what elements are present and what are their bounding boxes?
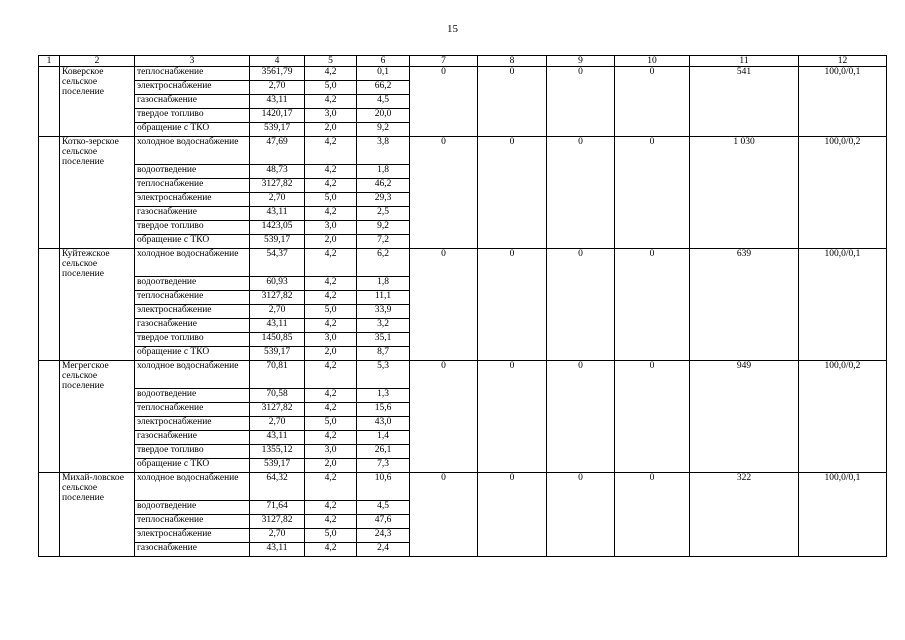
- value-col8-cell: 0: [478, 67, 547, 137]
- value-col4-cell: 539,17: [250, 459, 305, 473]
- service-name-cell: твердое топливо: [135, 109, 250, 123]
- service-name-cell: холодное водоснабжение: [135, 473, 250, 501]
- column-header: 2: [60, 56, 135, 67]
- value-col7-cell: 0: [410, 473, 478, 557]
- service-name-cell: теплоснабжение: [135, 515, 250, 529]
- value-col11-cell: 541: [690, 67, 799, 137]
- value-col5-cell: 5,0: [305, 417, 357, 431]
- value-col6-cell: 46,2: [357, 179, 410, 193]
- table-row: [39, 249, 887, 277]
- value-col4-cell: 1420,17: [250, 109, 305, 123]
- row-number-cell: [39, 361, 60, 473]
- tariff-table: [38, 55, 887, 557]
- value-col4-cell: 2,70: [250, 81, 305, 95]
- value-col8-cell: 0: [478, 249, 547, 361]
- value-col4-cell: 1355,12: [250, 445, 305, 459]
- service-name-cell: водоотведение: [135, 389, 250, 403]
- service-name-cell: газоснабжение: [135, 319, 250, 333]
- value-col6-cell: 0,1: [357, 67, 410, 81]
- service-name-cell: водоотведение: [135, 501, 250, 515]
- value-col11-cell: 322: [690, 473, 799, 557]
- value-col8-cell: 0: [478, 137, 547, 249]
- value-col4-cell: 3127,82: [250, 403, 305, 417]
- service-name-cell: твердое топливо: [135, 221, 250, 235]
- value-col10-cell: 0: [615, 473, 690, 557]
- value-col8-cell: 0: [478, 473, 547, 557]
- column-header: 3: [135, 56, 250, 67]
- column-header: 12: [799, 56, 887, 67]
- value-col12-cell: 100,0/0,1: [799, 67, 887, 137]
- value-col7-cell: 0: [410, 137, 478, 249]
- value-col6-cell: 3,8: [357, 137, 410, 165]
- value-col6-cell: 29,3: [357, 193, 410, 207]
- service-name-cell: твердое топливо: [135, 333, 250, 347]
- value-col6-cell: 2,5: [357, 207, 410, 221]
- value-col6-cell: 1,8: [357, 277, 410, 291]
- service-name-cell: обращение с ТКО: [135, 123, 250, 137]
- value-col5-cell: 4,2: [305, 207, 357, 221]
- value-col6-cell: 26,1: [357, 445, 410, 459]
- value-col10-cell: 0: [615, 67, 690, 137]
- value-col4-cell: 60,93: [250, 277, 305, 291]
- value-col6-cell: 43,0: [357, 417, 410, 431]
- service-name-cell: твердое топливо: [135, 445, 250, 459]
- value-col11-cell: 639: [690, 249, 799, 361]
- value-col4-cell: 64,32: [250, 473, 305, 501]
- service-name-cell: электроснабжение: [135, 529, 250, 543]
- value-col4-cell: 54,37: [250, 249, 305, 277]
- value-col9-cell: 0: [547, 473, 615, 557]
- value-col6-cell: 33,9: [357, 305, 410, 319]
- value-col5-cell: 5,0: [305, 529, 357, 543]
- value-col6-cell: 66,2: [357, 81, 410, 95]
- value-col5-cell: 4,2: [305, 165, 357, 179]
- value-col6-cell: 11,1: [357, 291, 410, 305]
- value-col4-cell: 43,11: [250, 543, 305, 557]
- value-col10-cell: 0: [615, 137, 690, 249]
- value-col4-cell: 539,17: [250, 123, 305, 137]
- value-col5-cell: 4,2: [305, 473, 357, 501]
- value-col4-cell: 3127,82: [250, 291, 305, 305]
- value-col10-cell: 0: [615, 361, 690, 473]
- value-col5-cell: 4,2: [305, 403, 357, 417]
- value-col4-cell: 3127,82: [250, 515, 305, 529]
- value-col6-cell: 9,2: [357, 123, 410, 137]
- value-col11-cell: 1 030: [690, 137, 799, 249]
- value-col9-cell: 0: [547, 67, 615, 137]
- value-col6-cell: 2,4: [357, 543, 410, 557]
- value-col5-cell: 2,0: [305, 347, 357, 361]
- row-number-cell: [39, 473, 60, 557]
- value-col5-cell: 4,2: [305, 95, 357, 109]
- service-name-cell: обращение с ТКО: [135, 235, 250, 249]
- service-name-cell: электроснабжение: [135, 81, 250, 95]
- column-header: 1: [39, 56, 60, 67]
- table-row: [39, 473, 887, 501]
- column-header: 5: [305, 56, 357, 67]
- value-col5-cell: 4,2: [305, 361, 357, 389]
- value-col6-cell: 24,3: [357, 529, 410, 543]
- value-col5-cell: 4,2: [305, 67, 357, 81]
- table-row: [39, 67, 887, 81]
- value-col6-cell: 9,2: [357, 221, 410, 235]
- settlement-name-cell: Мегрегское сельское поселение: [60, 361, 135, 473]
- value-col5-cell: 2,0: [305, 459, 357, 473]
- value-col5-cell: 5,0: [305, 81, 357, 95]
- value-col5-cell: 4,2: [305, 179, 357, 193]
- column-header: 8: [478, 56, 547, 67]
- value-col5-cell: 2,0: [305, 235, 357, 249]
- service-name-cell: электроснабжение: [135, 193, 250, 207]
- service-name-cell: теплоснабжение: [135, 291, 250, 305]
- value-col11-cell: 949: [690, 361, 799, 473]
- value-col4-cell: 70,58: [250, 389, 305, 403]
- value-col5-cell: 4,2: [305, 515, 357, 529]
- settlement-name-cell: Куйтежское сельское поселение: [60, 249, 135, 361]
- value-col4-cell: 539,17: [250, 347, 305, 361]
- service-name-cell: обращение с ТКО: [135, 347, 250, 361]
- settlement-name-cell: Коверское сельское поселение: [60, 67, 135, 137]
- value-col5-cell: 3,0: [305, 333, 357, 347]
- value-col4-cell: 539,17: [250, 235, 305, 249]
- settlement-name-cell: Котко-зерское сельское поселение: [60, 137, 135, 249]
- value-col4-cell: 2,70: [250, 417, 305, 431]
- service-name-cell: теплоснабжение: [135, 179, 250, 193]
- service-name-cell: обращение с ТКО: [135, 459, 250, 473]
- value-col6-cell: 1,3: [357, 389, 410, 403]
- column-number-row: [39, 56, 887, 67]
- value-col4-cell: 43,11: [250, 431, 305, 445]
- value-col5-cell: 4,2: [305, 389, 357, 403]
- value-col6-cell: 4,5: [357, 501, 410, 515]
- value-col7-cell: 0: [410, 67, 478, 137]
- table-row: [39, 361, 887, 389]
- value-col5-cell: 4,2: [305, 501, 357, 515]
- value-col4-cell: 3561,79: [250, 67, 305, 81]
- service-name-cell: холодное водоснабжение: [135, 249, 250, 277]
- value-col4-cell: 43,11: [250, 207, 305, 221]
- service-name-cell: газоснабжение: [135, 95, 250, 109]
- value-col4-cell: 3127,82: [250, 179, 305, 193]
- service-name-cell: электроснабжение: [135, 417, 250, 431]
- value-col12-cell: 100,0/0,2: [799, 361, 887, 473]
- value-col4-cell: 2,70: [250, 529, 305, 543]
- value-col5-cell: 3,0: [305, 109, 357, 123]
- service-name-cell: холодное водоснабжение: [135, 137, 250, 165]
- value-col4-cell: 43,11: [250, 95, 305, 109]
- settlement-name-cell: Михай-ловское сельское поселение: [60, 473, 135, 557]
- value-col4-cell: 43,11: [250, 319, 305, 333]
- value-col5-cell: 4,2: [305, 249, 357, 277]
- value-col4-cell: 48,73: [250, 165, 305, 179]
- value-col6-cell: 20,0: [357, 109, 410, 123]
- value-col6-cell: 15,6: [357, 403, 410, 417]
- value-col5-cell: 4,2: [305, 431, 357, 445]
- value-col6-cell: 35,1: [357, 333, 410, 347]
- value-col5-cell: 3,0: [305, 445, 357, 459]
- value-col5-cell: 4,2: [305, 291, 357, 305]
- table-row: [39, 137, 887, 165]
- value-col5-cell: 5,0: [305, 193, 357, 207]
- table-body: [39, 67, 887, 557]
- service-name-cell: газоснабжение: [135, 431, 250, 445]
- row-number-cell: [39, 67, 60, 137]
- value-col12-cell: 100,0/0,1: [799, 473, 887, 557]
- column-header: 9: [547, 56, 615, 67]
- page-number: 15: [447, 23, 458, 35]
- value-col5-cell: 2,0: [305, 123, 357, 137]
- column-header: 11: [690, 56, 799, 67]
- value-col6-cell: 1,4: [357, 431, 410, 445]
- row-number-cell: [39, 249, 60, 361]
- value-col6-cell: 4,5: [357, 95, 410, 109]
- value-col6-cell: 8,7: [357, 347, 410, 361]
- service-name-cell: электроснабжение: [135, 305, 250, 319]
- service-name-cell: водоотведение: [135, 277, 250, 291]
- value-col7-cell: 0: [410, 249, 478, 361]
- value-col7-cell: 0: [410, 361, 478, 473]
- value-col6-cell: 6,2: [357, 249, 410, 277]
- service-name-cell: газоснабжение: [135, 543, 250, 557]
- value-col6-cell: 47,6: [357, 515, 410, 529]
- value-col6-cell: 10,6: [357, 473, 410, 501]
- value-col4-cell: 1423,05: [250, 221, 305, 235]
- value-col5-cell: 4,2: [305, 319, 357, 333]
- column-header: 6: [357, 56, 410, 67]
- value-col6-cell: 1,8: [357, 165, 410, 179]
- value-col5-cell: 5,0: [305, 305, 357, 319]
- value-col4-cell: 2,70: [250, 305, 305, 319]
- value-col9-cell: 0: [547, 361, 615, 473]
- value-col12-cell: 100,0/0,1: [799, 249, 887, 361]
- row-number-cell: [39, 137, 60, 249]
- value-col10-cell: 0: [615, 249, 690, 361]
- column-header: 10: [615, 56, 690, 67]
- column-header: 7: [410, 56, 478, 67]
- value-col6-cell: 3,2: [357, 319, 410, 333]
- value-col8-cell: 0: [478, 361, 547, 473]
- value-col5-cell: 4,2: [305, 543, 357, 557]
- value-col6-cell: 7,3: [357, 459, 410, 473]
- value-col12-cell: 100,0/0,2: [799, 137, 887, 249]
- value-col4-cell: 47,69: [250, 137, 305, 165]
- service-name-cell: теплоснабжение: [135, 67, 250, 81]
- value-col6-cell: 7,2: [357, 235, 410, 249]
- service-name-cell: холодное водоснабжение: [135, 361, 250, 389]
- value-col4-cell: 2,70: [250, 193, 305, 207]
- value-col5-cell: 3,0: [305, 221, 357, 235]
- service-name-cell: теплоснабжение: [135, 403, 250, 417]
- value-col5-cell: 4,2: [305, 277, 357, 291]
- column-header: 4: [250, 56, 305, 67]
- service-name-cell: газоснабжение: [135, 207, 250, 221]
- service-name-cell: водоотведение: [135, 165, 250, 179]
- value-col4-cell: 1450,85: [250, 333, 305, 347]
- value-col4-cell: 70,81: [250, 361, 305, 389]
- value-col5-cell: 4,2: [305, 137, 357, 165]
- value-col9-cell: 0: [547, 249, 615, 361]
- value-col9-cell: 0: [547, 137, 615, 249]
- value-col4-cell: 71,64: [250, 501, 305, 515]
- value-col6-cell: 5,3: [357, 361, 410, 389]
